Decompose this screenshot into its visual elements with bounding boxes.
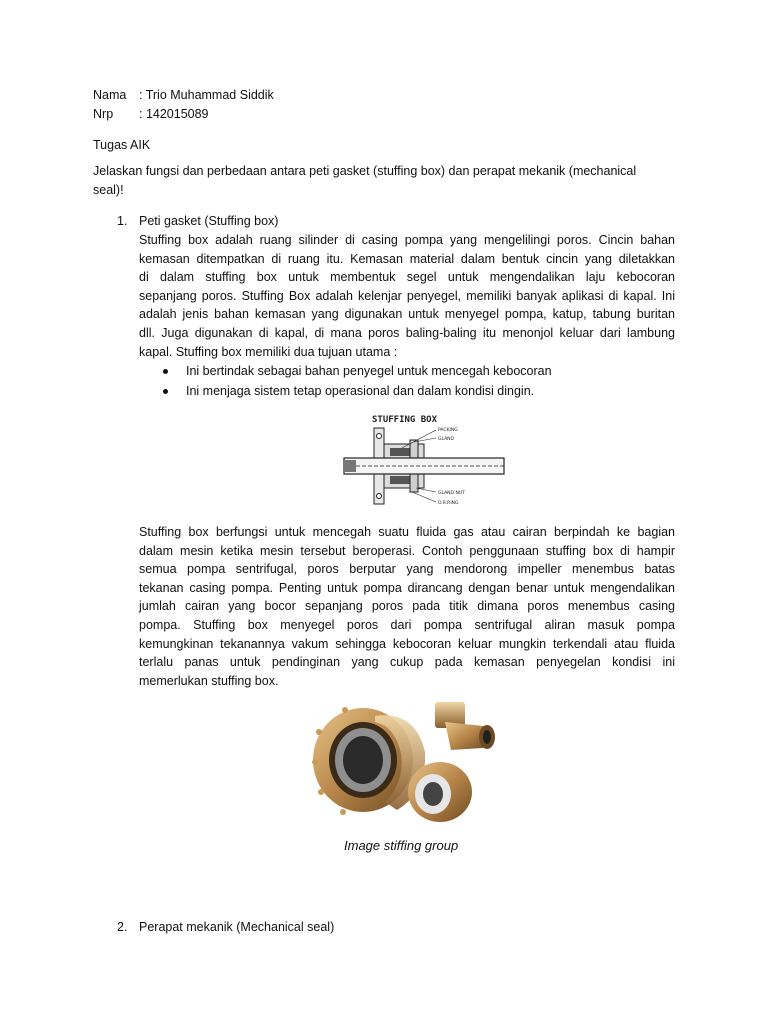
- section-1-paragraph-1: [139, 231, 675, 361]
- diagram-label: O.R.RING: [438, 501, 459, 506]
- section-1-number: 1.: [117, 214, 128, 228]
- nrp-label: Nrp: [93, 107, 114, 121]
- nrp-value: : 142015089: [139, 107, 209, 121]
- section-2-title: Perapat mekanik (Mechanical seal): [139, 920, 335, 934]
- diagram-label: GLAND: [438, 437, 455, 442]
- diagram-title: STUFFING BOX: [372, 415, 438, 425]
- name-value: : Trio Muhammad Siddik: [139, 88, 274, 102]
- question-line-2: seal)!: [93, 183, 124, 197]
- bullet-item-2: Ini menjaga sistem tetap operasional dan dalam kondisi dingin.: [186, 384, 535, 398]
- task-title: Tugas AIK: [93, 138, 151, 152]
- section-1-title: Peti gasket (Stuffing box): [139, 214, 279, 228]
- paragraph-line: semua pompa sentrifugal, poros berputar yang mendorong impeller menembus batas: [139, 562, 675, 577]
- paragraph-line: kemungkinan tekanannya vakum sehingga kebocoran keluar mungkin terkendali atau fluida: [139, 636, 675, 651]
- paragraph-line: di dalam stuffing box untuk membentuk segel untuk mengendalikan laju kebocoran: [139, 270, 675, 285]
- paragraph-line: terlalu panas untuk pendinginan yang cukup pada kemasan penyegelan kondisi ini: [139, 655, 675, 670]
- photo-caption: Image stiffing group: [344, 838, 459, 853]
- section-2-number: 2.: [117, 920, 128, 934]
- paragraph-line: Stuffing box adalah ruang silinder di casing pompa yang mengelilingi poros. Cincin bahan: [139, 233, 675, 247]
- paragraph-line: sepanjang poros. Stuffing Box adalah kelenjar penyegel, memiliki banyak aplikasi di kapal. Ini: [139, 288, 675, 303]
- paragraph-line: dalam mesin ketika mesin tersebut beroperasi. Contoh penggunaan stuffing box di hampir: [139, 543, 675, 558]
- bullet-dot: [163, 389, 168, 394]
- paragraph-line: Stuffing box berfungsi untuk mencegah suatu fluida gas atau cairan berpindah ke bagian: [139, 525, 675, 539]
- paragraph-line: adalah jenis bahan kemasan yang digunakan untuk menyegel pompa, katup, tabung buritan: [139, 307, 675, 322]
- bullet-dot: [163, 369, 168, 374]
- paragraph-line: jumlah cairan yang bocor sepanjang poros pada titik dimana poros menembus casing: [139, 599, 675, 614]
- paragraph-line: pompa. Stuffing box menyegel poros dari pompa sentrifugal aliran masuk pompa: [139, 617, 675, 632]
- name-label: Nama: [93, 88, 127, 102]
- section-1-paragraph-2: [139, 523, 675, 690]
- paragraph-line: kapal. Stuffing box memiliki dua tujuan utama :: [139, 344, 398, 359]
- diagram-label: GLAND NUT: [438, 491, 465, 496]
- stuffing-box-diagram: [340, 410, 510, 512]
- paragraph-line: tekanan casing pompa. Penting untuk pompa dirancang dengan benar untuk mengendalikan: [139, 580, 675, 595]
- paragraph-line: dll. Juga digunakan di kapal, di mana poros baling-baling itu menonjol keluar dari lambung: [139, 325, 675, 340]
- bullet-item-1: Ini bertindak sebagai bahan penyegel untuk mencegah kebocoran: [186, 364, 552, 378]
- diagram-label: PACKING: [438, 428, 458, 433]
- question-line-1: Jelaskan fungsi dan perbedaan antara peti gasket (stuffing box) dan perapat mekanik (mechanical: [93, 164, 637, 178]
- paragraph-line: kemasan ditempatkan di ruang itu. Kemasan material dalam bentuk cincin yang diletakkan: [139, 251, 675, 266]
- stuffing-group-photo: [305, 692, 505, 832]
- paragraph-line: memerlukan stuffing box.: [139, 673, 279, 688]
